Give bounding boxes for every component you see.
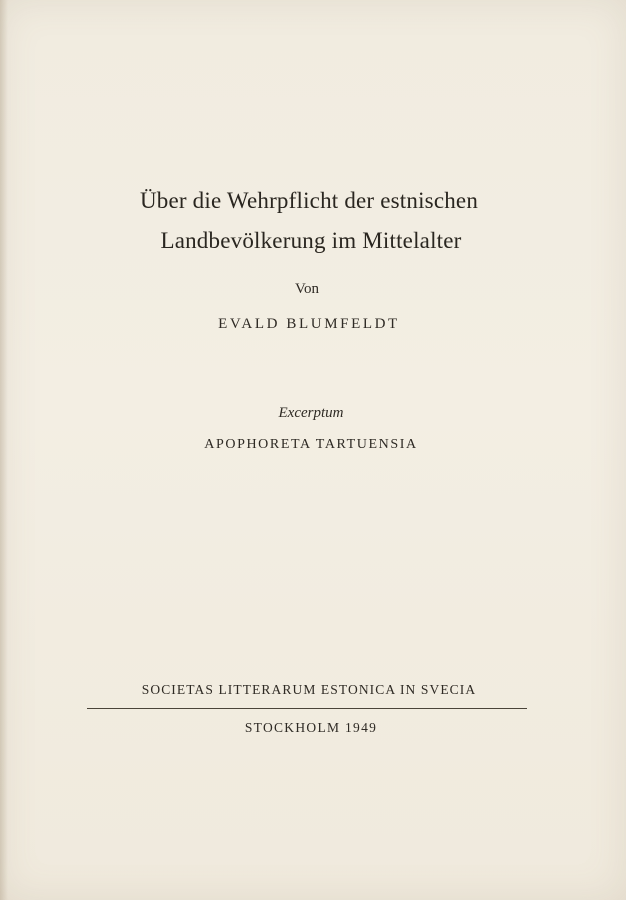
publisher-name: SOCIETAS LITTERARUM ESTONICA IN SVECIA: [141, 682, 477, 697]
place-and-year: STOCKHOLM 1949: [244, 720, 378, 735]
byline-prefix: Von: [295, 281, 319, 297]
author-name: EVALD BLUMFELDT: [218, 316, 400, 332]
title-line-2: Landbevölkerung im Mittelalter: [160, 228, 462, 253]
imprint-divider: [87, 708, 527, 709]
title-line-1: Über die Wehrpflicht der estnischen: [139, 188, 479, 213]
excerpt-label: Excerptum: [278, 405, 344, 421]
series-name: APOPHORETA TARTUENSIA: [204, 437, 418, 452]
